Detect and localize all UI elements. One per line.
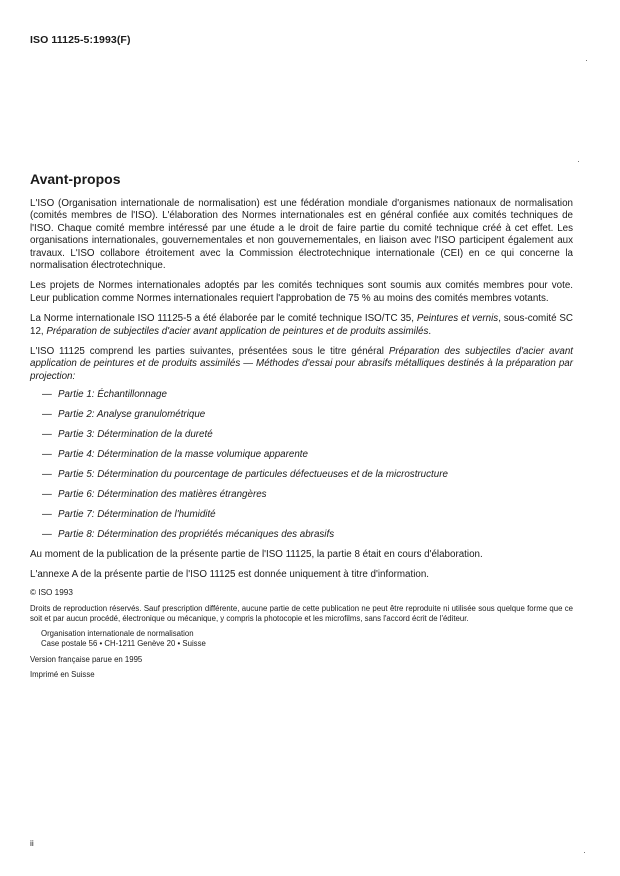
text: . (428, 325, 432, 337)
dash-bullet: — (42, 508, 52, 520)
text: L'ISO 11125 comprend les parties suivantes, présentées sous le titre général (30, 346, 389, 358)
dash-bullet: — (42, 469, 52, 481)
text: La Norme internationale ISO 11125-5 a été élaborée par le comité technique ISO/TC 35, (30, 313, 417, 325)
part-title: Partie 1: Échantillonnage (58, 389, 167, 401)
section-title: Avant-propos (30, 171, 121, 187)
publisher-postal: Case postale 56 • CH-1211 Genève 20 • Suisse (41, 639, 206, 649)
general-title: Préparation des subjectiles d'acier avant application de peintures et de produits assimilés — Méthodes d'essai pour abrasifs métalliques destinés à la préparation par projection: (30, 346, 574, 382)
list-item (30, 449, 573, 461)
paragraph-parts-intro (30, 346, 573, 383)
publisher-name: Organisation internationale de normalisation (41, 629, 194, 639)
dash-bullet: — (42, 528, 52, 540)
dash-bullet: — (42, 409, 52, 421)
text: , sous-comité SC 12, (30, 313, 574, 337)
parts-list (30, 389, 573, 541)
list-item (30, 469, 573, 481)
part-title: Partie 2: Analyse granulométrique (58, 409, 206, 421)
part-title: Partie 4: Détermination de la masse volumique apparente (58, 449, 308, 461)
copyright-rights: Droits de reproduction réservés. Sauf prescription différente, aucune partie de cette publication ne peut être reproduite ni utilisée sous quelque forme que ce soit et par aucun procédé, électronique ou mécanique, y compris la photocopie et les microfilms, sans l'accord écrit de l'éditeur. (30, 603, 573, 623)
copyright-line: © ISO 1993 (30, 587, 73, 597)
committee-title: Peintures et vernis (416, 313, 499, 325)
list-item (30, 429, 573, 441)
paragraph-publication-note: Au moment de la publication de la présente partie de l'ISO 11125, la partie 8 était en cours d'élaboration. (30, 548, 483, 560)
document-id: ISO 11125-5:1993(F) (30, 34, 131, 46)
list-item (30, 509, 573, 521)
scan-speck (586, 60, 587, 61)
list-item (30, 409, 573, 421)
dash-bullet: — (42, 429, 52, 441)
subcommittee-title: Préparation de subjectiles d'acier avant application de peintures et de produits assimilés (46, 325, 429, 337)
part-title: Partie 7: Détermination de l'humidité (58, 508, 216, 520)
paragraph-iso-intro: L'ISO (Organisation internationale de normalisation) est une fédération mondiale d'organismes nationaux de normalisation (comités membres de l'ISO). L'élaboration des Normes internationales est en général confiée aux comités techniques de l'ISO. Chaque comité membre intéressé par une étude a le droit de faire partie du comité technique créé à cet effet. Les organisations internationales, gouvernementales et non gouvernementales, en liaison avec l'ISO participent également aux travaux. L'ISO collabore étroitement avec la Commission électrotechnique internationale (CEI) en ce qui concerne la normalisation électrotechnique. (30, 198, 573, 272)
page-number: ii (30, 838, 34, 848)
dash-bullet: — (42, 449, 52, 461)
part-title: Partie 6: Détermination des matières étrangères (58, 488, 267, 500)
list-item (30, 389, 573, 401)
list-item (30, 489, 573, 501)
paragraph-prepared-by (30, 313, 573, 338)
version-note: Version française parue en 1995 (30, 654, 143, 664)
dash-bullet: — (42, 488, 52, 500)
part-title: Partie 8: Détermination des propriétés mécaniques des abrasifs (58, 528, 335, 540)
dash-bullet: — (42, 389, 52, 401)
printed-note: Imprimé en Suisse (30, 669, 95, 679)
part-title: Partie 3: Détermination de la dureté (58, 429, 213, 441)
scan-speck (584, 852, 585, 853)
publisher-address (41, 629, 573, 649)
foreword-body (30, 198, 573, 685)
part-title: Partie 5: Détermination du pourcentage de particules défectueuses et de la microstructure (58, 469, 448, 481)
scan-speck (578, 161, 579, 162)
paragraph-draft-standards: Les projets de Normes internationales adoptés par les comités techniques sont soumis aux comités membres pour vote. Leur publication comme Normes internationales requiert l'approbation de 75 % au moins des comités membres votants. (30, 280, 573, 304)
list-item (30, 529, 573, 541)
paragraph-annex-note: L'annexe A de la présente partie de l'ISO 11125 est donnée uniquement à titre d'information. (30, 569, 430, 581)
